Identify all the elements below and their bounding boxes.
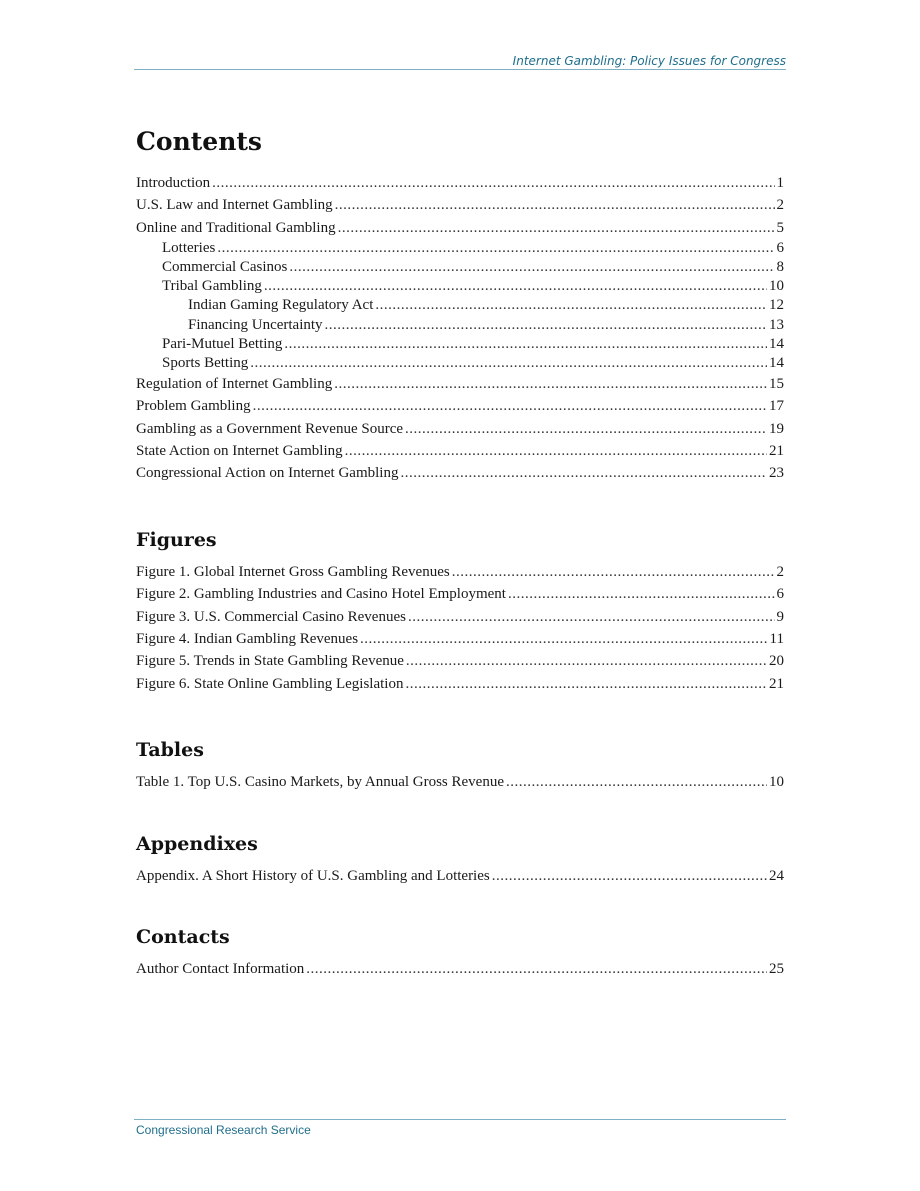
toc-entry-page: 15 <box>769 375 784 392</box>
header-rule <box>134 69 786 70</box>
lof-entry-figure-3[interactable] <box>136 606 784 628</box>
toc-entry-problem-gambling[interactable] <box>136 395 784 417</box>
toc-entry-page: 23 <box>769 465 784 482</box>
toc-entry-page: 2 <box>776 197 784 214</box>
toc-entry-label: Indian Gaming Regulatory Act <box>188 297 374 314</box>
dot-leader <box>250 354 767 373</box>
toc-entry-pari-mutuel[interactable] <box>136 335 784 354</box>
toc-entry-page: 10 <box>769 774 784 791</box>
toc-entry-page: 8 <box>776 259 784 276</box>
toc-entry-commercial-casinos[interactable] <box>136 258 784 277</box>
dot-leader <box>264 277 767 296</box>
toc-entry-tribal-gambling[interactable] <box>136 277 784 296</box>
toc-entry-page: 10 <box>769 278 784 295</box>
section-spacer <box>136 695 784 737</box>
dot-leader <box>335 194 775 216</box>
toc-entry-igra[interactable] <box>136 296 784 315</box>
figures-heading: Figures <box>136 528 217 551</box>
lot-entry-table-1[interactable] <box>136 771 784 793</box>
toc-entry-congressional-action[interactable] <box>136 462 784 484</box>
appendixes-heading: Appendixes <box>136 832 258 855</box>
toc-entry-label: Figure 3. U.S. Commercial Casino Revenues <box>136 608 406 625</box>
toc-entry-page: 2 <box>776 563 784 580</box>
lof-entry-figure-4[interactable] <box>136 628 784 650</box>
toc-entry-label: Gambling as a Government Revenue Source <box>136 420 404 437</box>
dot-leader <box>284 335 767 354</box>
toc-entry-page: 13 <box>769 316 784 333</box>
toc-entry-financing-uncertainty[interactable] <box>136 316 784 335</box>
dot-leader <box>217 239 774 258</box>
dot-leader <box>492 865 767 887</box>
toc-entry-label: Problem Gambling <box>136 398 251 415</box>
toc-entry-label: Tribal Gambling <box>162 278 262 295</box>
dot-leader <box>289 258 774 277</box>
toc-entry-label: Author Contact Information <box>136 960 305 977</box>
footer-rule <box>134 1119 786 1120</box>
dot-leader <box>325 316 767 335</box>
toc-entry-page: 19 <box>769 420 784 437</box>
dot-leader <box>400 462 767 484</box>
toc-entry-label: Lotteries <box>162 240 216 257</box>
appendix-entry[interactable] <box>136 865 784 887</box>
toc-entry-page: 14 <box>769 335 784 352</box>
dot-leader <box>406 650 767 672</box>
toc-entry-label: U.S. Law and Internet Gambling <box>136 197 333 214</box>
toc-entry-label: Online and Traditional Gambling <box>136 219 336 236</box>
toc-entry-sports-betting[interactable] <box>136 354 784 373</box>
dot-leader <box>405 673 767 695</box>
toc-entry-label: Pari-Mutuel Betting <box>162 335 283 352</box>
toc-entry-online-traditional[interactable] <box>136 217 784 239</box>
dot-leader <box>408 606 775 628</box>
toc-entry-page: 20 <box>769 653 784 670</box>
dot-leader <box>253 395 767 417</box>
section-spacer <box>136 485 784 527</box>
toc-entry-state-action[interactable] <box>136 440 784 462</box>
dot-leader <box>338 217 775 239</box>
toc-entry-page: 24 <box>769 867 784 884</box>
dot-leader <box>360 628 768 650</box>
toc-entry-lotteries[interactable] <box>136 239 784 258</box>
toc-entry-page: 11 <box>769 630 784 647</box>
toc-entry-page: 12 <box>769 297 784 314</box>
table-of-contents <box>136 126 784 980</box>
lof-entry-figure-2[interactable] <box>136 583 784 605</box>
dot-leader <box>212 172 774 194</box>
toc-entry-label: Figure 4. Indian Gambling Revenues <box>136 630 359 647</box>
toc-entry-label: Financing Uncertainty <box>188 316 323 333</box>
lof-entry-figure-5[interactable] <box>136 650 784 672</box>
toc-entry-label: Introduction <box>136 175 211 191</box>
toc-entry-page: 21 <box>769 443 784 459</box>
toc-entry-label: Appendix. A Short History of U.S. Gambling and Lotteries <box>136 867 490 884</box>
dot-leader <box>405 418 767 440</box>
toc-entry-label: Commercial Casinos <box>162 259 288 276</box>
toc-entry-regulation[interactable] <box>136 373 784 395</box>
toc-entry-introduction[interactable] <box>136 172 784 194</box>
running-header-title: Internet Gambling: Policy Issues for Congress <box>512 54 786 68</box>
toc-entry-page: 1 <box>776 175 784 191</box>
toc-entry-label: Table 1. Top U.S. Casino Markets, by Annual Gross Revenue <box>136 774 504 791</box>
toc-entry-page: 17 <box>769 398 784 415</box>
dot-leader <box>345 440 767 462</box>
toc-entry-label: Sports Betting <box>162 354 249 371</box>
toc-entry-page: 21 <box>769 675 784 692</box>
toc-entry-page: 9 <box>776 608 784 625</box>
section-spacer <box>136 794 784 831</box>
contacts-heading: Contacts <box>136 925 230 948</box>
tables-heading: Tables <box>136 739 204 762</box>
lof-entry-figure-1[interactable] <box>136 561 784 583</box>
dot-leader <box>375 296 767 315</box>
toc-entry-label: Congressional Action on Internet Gambling <box>136 465 399 482</box>
dot-leader <box>334 373 767 395</box>
dot-leader <box>508 583 775 605</box>
toc-entry-label: State Action on Internet Gambling <box>136 443 343 459</box>
toc-entry-label: Figure 2. Gambling Industries and Casino Hotel Employment <box>136 586 506 603</box>
toc-entry-page: 25 <box>769 960 784 977</box>
toc-entry-label: Figure 6. State Online Gambling Legislation <box>136 675 404 692</box>
toc-entry-us-law[interactable] <box>136 194 784 216</box>
dot-leader <box>506 771 767 793</box>
contacts-entry[interactable] <box>136 958 784 980</box>
dot-leader <box>306 958 767 980</box>
section-spacer <box>136 887 784 924</box>
toc-entry-government-revenue[interactable] <box>136 418 784 440</box>
toc-entry-page: 5 <box>776 219 784 236</box>
toc-entry-label: Regulation of Internet Gambling <box>136 375 333 392</box>
toc-entry-label: Figure 5. Trends in State Gambling Revenue <box>136 653 404 670</box>
contents-heading: Contents <box>136 127 263 156</box>
lof-entry-figure-6[interactable] <box>136 673 784 695</box>
toc-entry-page: 14 <box>769 354 784 371</box>
toc-entry-page: 6 <box>776 586 784 603</box>
footer-publisher: Congressional Research Service <box>136 1123 311 1137</box>
toc-entry-label: Figure 1. Global Internet Gross Gambling Revenues <box>136 563 450 580</box>
toc-entry-page: 6 <box>776 240 784 257</box>
dot-leader <box>452 561 775 583</box>
